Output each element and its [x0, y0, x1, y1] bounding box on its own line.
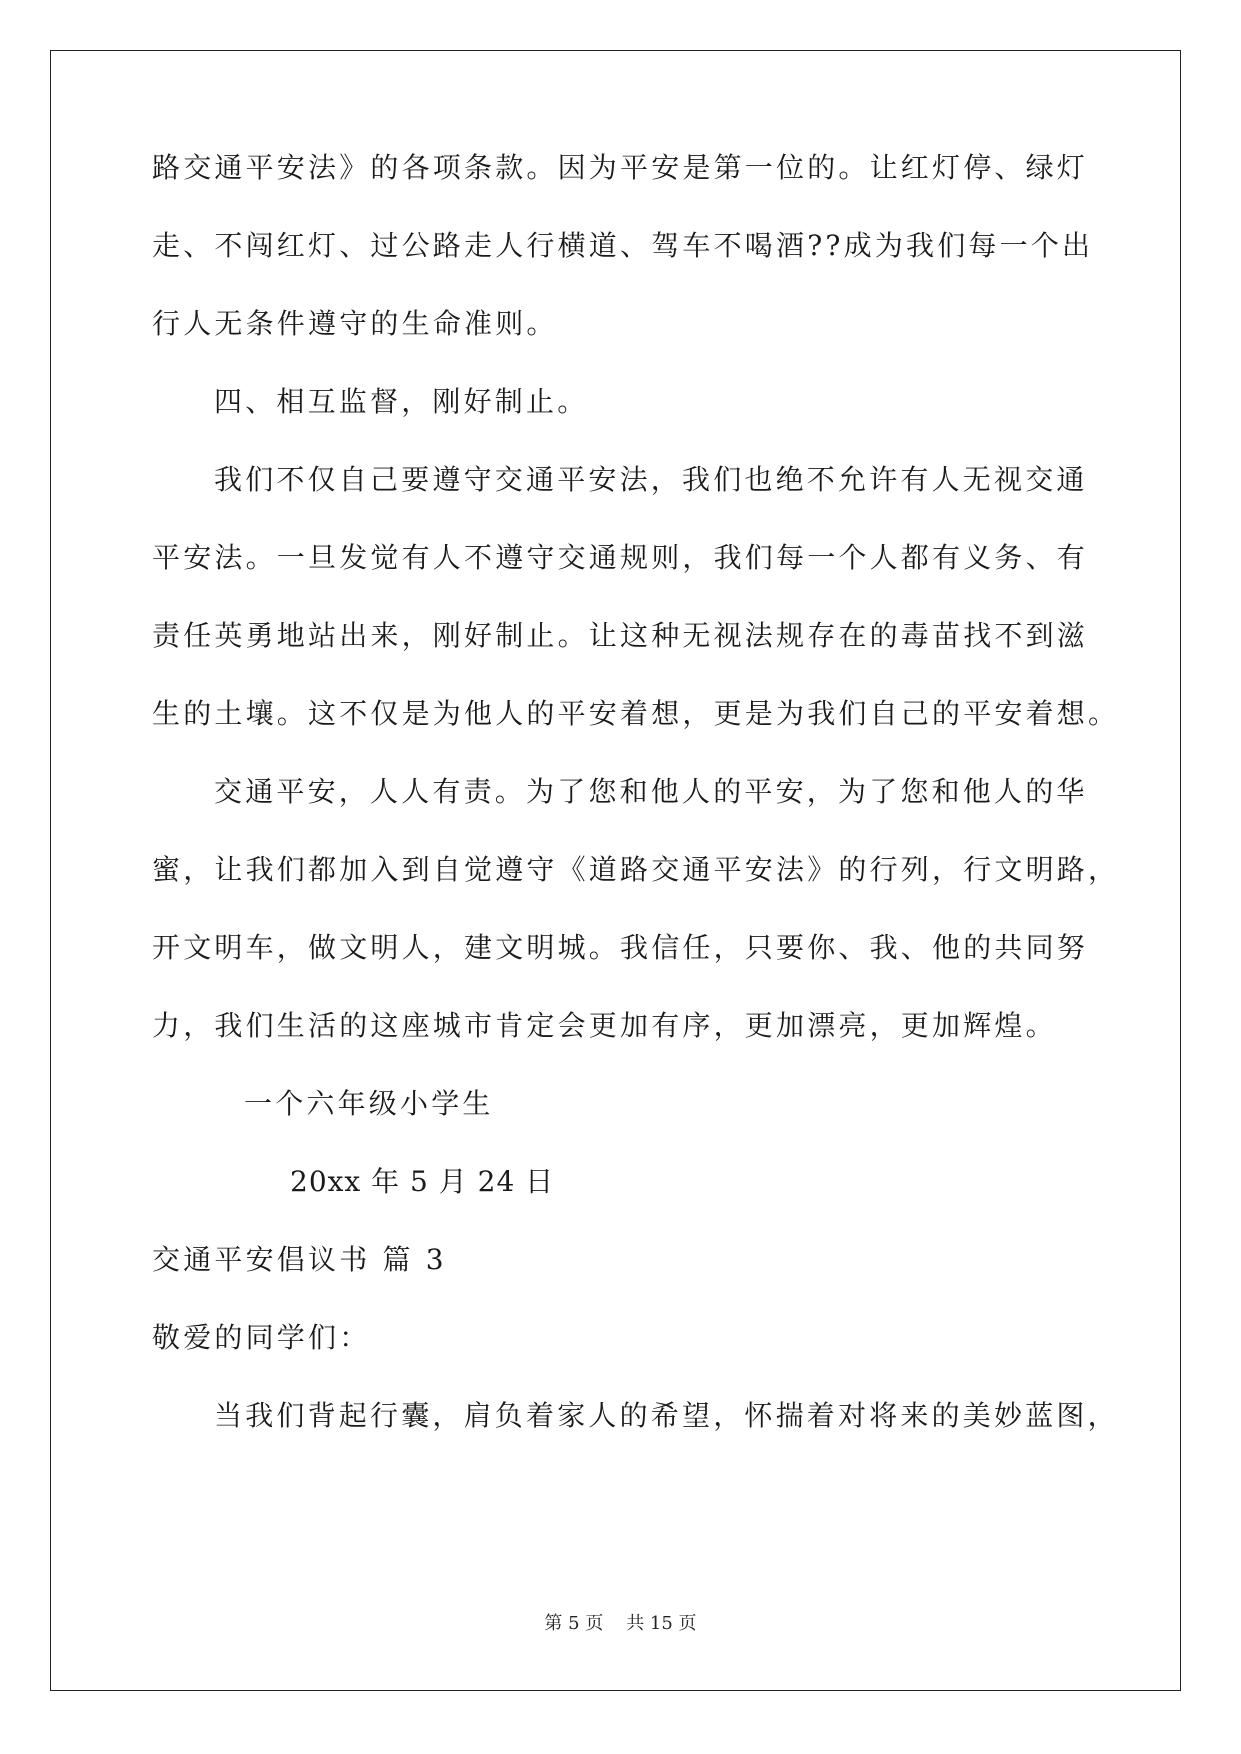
body-text-line: 交通平安，人人有责。为了您和他人的平安，为了您和他人的华: [214, 775, 1088, 808]
body-text-line: 蜜，让我们都加入到自觉遵守《道路交通平安法》的行列，行文明路，: [152, 853, 1120, 886]
section-title: 交通平安倡议书 篇 3: [152, 1243, 447, 1276]
body-text-line: 力，我们生活的这座城市肯定会更加有序，更加漂亮，更加辉煌。: [152, 1009, 1057, 1042]
body-text-line: 走、不闯红灯、过公路走人行横道、驾车不喝酒??成为我们每一个出: [152, 229, 1094, 262]
body-text-line: 行人无条件遵守的生命准则。: [152, 307, 558, 340]
body-text-line: 责任英勇地站出来，刚好制止。让这种无视法规存在的毒苗找不到滋: [152, 619, 1089, 652]
salutation: 敬爱的同学们：: [152, 1321, 371, 1354]
body-text-line: 我们不仅自己要遵守交通平安法，我们也绝不允许有人无视交通: [214, 463, 1088, 496]
page-number-footer: 第 5 页 共 15 页: [544, 1613, 697, 1634]
section-heading: 四、相互监督，刚好制止。: [214, 385, 589, 418]
body-text-line: 路交通平安法》的各项条款。因为平安是第一位的。让红灯停、绿灯: [152, 151, 1089, 184]
body-text-line: 当我们背起行囊，肩负着家人的希望，怀揣着对将来的美妙蓝图，: [214, 1399, 1119, 1432]
signature-author: 一个六年级小学生: [244, 1087, 494, 1120]
body-text-line: 平安法。一旦发觉有人不遵守交通规则，我们每一个人都有义务、有: [152, 541, 1089, 574]
signature-date: 20xx 年 5 月 24 日: [290, 1165, 555, 1198]
body-text-line: 开文明车，做文明人，建文明城。我信任，只要你、我、他的共同努: [152, 931, 1089, 964]
body-text-line: 生的土壤。这不仅是为他人的平安着想，更是为我们自己的平安着想。: [152, 697, 1120, 730]
